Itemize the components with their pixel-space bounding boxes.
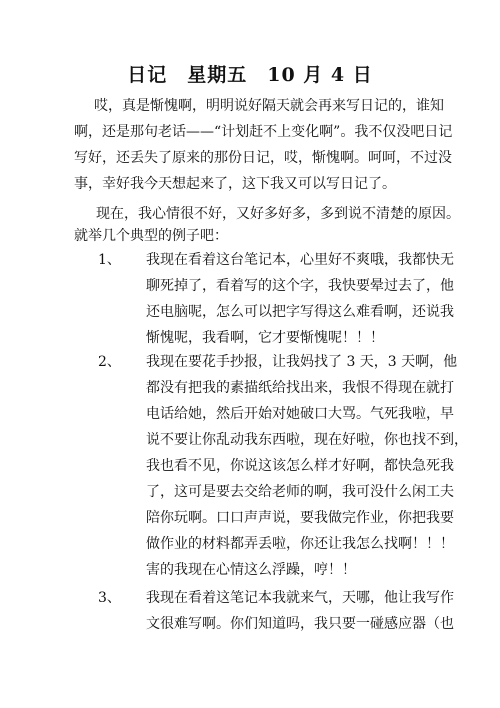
list-item-line: 文很难写啊。你们知道吗，我只要一碰感应器（也 <box>146 616 454 632</box>
list-item-line: 都没有把我的素描纸给找出来，我恨不得现在就打 <box>146 380 454 396</box>
paragraph-line: 事，幸好我今天想起来了，这下我又可以写日记了。 <box>74 176 396 192</box>
list-item-number: 1、 <box>98 252 121 268</box>
list-item-line: 了，这可是要去交给老师的啊，我可没什么闲工夫 <box>146 484 454 500</box>
list-item-line: 我现在看着这台笔记本，心里好不爽哦，我都快无 <box>146 252 454 268</box>
list-item-line: 做作业的材料都弄丢啦，你还让我怎么找啊！！！ <box>146 536 454 552</box>
list-item-line: 惭愧呢，我看啊，它才要惭愧呢！！！ <box>146 330 384 346</box>
list-item-line: 我也看不见，你说这该怎么样才好啊，都快急死我 <box>146 458 454 474</box>
list-item-number: 3、 <box>98 590 121 606</box>
list-item-line: 我现在看着这笔记本我就来气，天哪，他让我写作 <box>146 590 454 606</box>
list-item-number: 2、 <box>98 354 121 370</box>
page-title: 日记 星期五 10 月 4 日 <box>127 64 373 86</box>
list-item-line: 陪你玩啊。口口声声说，要我做完作业，你把我要 <box>146 510 454 526</box>
paragraph-line: 啊，还是那句老话——“计划赶不上变化啊”。我不仅没吧日记 <box>74 124 453 140</box>
list-item-line: 说不要让你乱动我东西啦，现在好啦，你也找不到， <box>146 432 468 448</box>
paragraph-line: 写好，还丢失了原来的那份日记，哎，惭愧啊。呵呵，不过没 <box>74 150 452 166</box>
list-item-line: 我现在要花手抄报，让我妈找了 3 天，3 天啊，他 <box>146 354 458 370</box>
paragraph-line: 现在，我心情很不好，又好多好多，多到说不清楚的原因。 <box>96 206 460 222</box>
list-item-line: 还电脑呢，怎么可以把字写得这么难看啊，还说我 <box>146 304 454 320</box>
paragraph-line: 哎，真是惭愧啊，明明说好隔天就会再来写日记的，谁知 <box>94 98 444 114</box>
list-item-line: 害的我现在心情这么浮躁，哼！！ <box>146 562 356 578</box>
list-item-line: 聊死掉了，看着写的这个字，我快要晕过去了，他 <box>146 278 454 294</box>
paragraph-line: 就举几个典型的例子吧： <box>74 228 228 244</box>
list-item-line: 电话给她，然后开始对她破口大骂。气死我啦，早 <box>146 406 454 422</box>
